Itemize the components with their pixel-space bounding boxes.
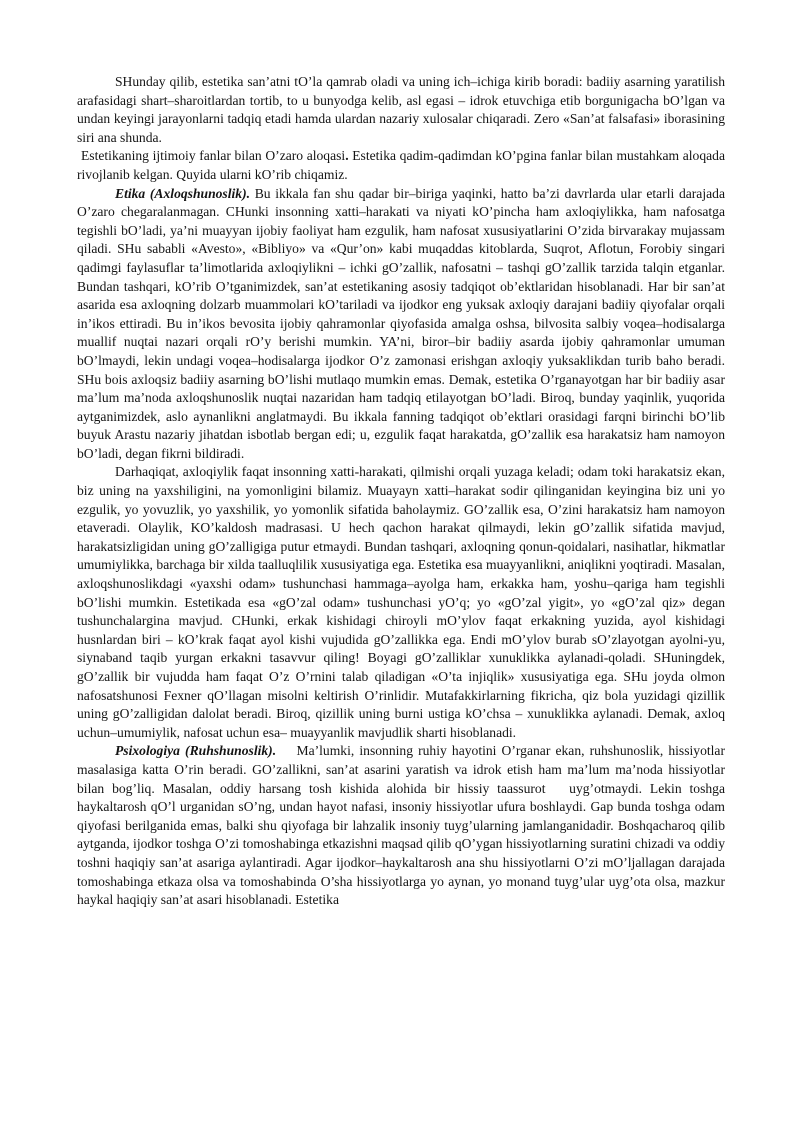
paragraph-ethics bbox=[77, 185, 725, 464]
psychology-heading: Psixologiya (Ruhshunoslik). bbox=[115, 743, 277, 759]
relations-text: Estetika qadim-qadimdan kO’pgina fanlar bilan mustahkam aloqada rivojlanib kelgan. Quyida ularni kO’rib chiqamiz. bbox=[77, 148, 725, 182]
document-page bbox=[77, 73, 729, 910]
ethics-text: Bu ikkala fan shu qadar bir–biriga yaqinki, hatto ba’zi davrlarda ular etarli darajada O’zaro chegaralanmagan. CHunki insonning xatti–harakati va niyati kO’pincha ham axloqiylikka, ham nafosatga tegishli bO’ladi, ya’ni muayyan ijobiy faoliyat ham ezgulik, ham nafosat xususiyatlarini O’zida birvarakay mujassam qiladi. SHu sababli «Avesto», «Bibliyo» va «Qur’on» kabi muqaddas kitoblarda, Suqrot, Aflotun, Forobiy singari qadimgi faylasuflar ta’limotlarida axloqiylikni – ichki gO’zallik, nafosatni – tashqi gO’zallik tarzida talqin etganlar. Bundan tashqari, kO’rib O’tganimizdek, san’at estetikaning asosiy tadqiqot ob’ektlaridan hisoblanadi. Har bir san’at asarida esa axloqning dolzarb muammolari kO’tariladi va ijodkor eng yuksak axloqiy darajani badiiy qiyofalar orqali in’ikos ettiradi. Bu in’ikos bevosita ijobiy qahramonlar qiyofasida amalga oshsa, bilvosita salbiy voqea–hodisalarga muallif nuqtai nazari orqali rO’y berishi mumkin. YA’ni, biror–bir badiiy asarda ijobiy qahramonlar umuman bO’lmaydi, lekin undagi voqea–hodisalarga ijodkor O’z zamonasi erishgan axloqiy yuksaklikdan turib baho beradi. SHu bois axloqsiz badiiy asarning bO’lishi mutlaqo mumkin emas. Demak, estetika O’rganayotgan har bir badiiy asar ma’lum ma’noda axloqshunoslik nuqtai nazaridan ham tadqiq etilayotgan bO’ladi. Biroq, bunday yaqinlik, yuqorida aytganimizdek, aslo aynanlikni anglatmaydi. Bu ikkala fanning tadqiqot ob’ektlari orasidagi farqni birinchi bO’lib buyuk Arastu nazariy jihatdan isbotlab bergan edi; u, ezgulik faqat harakatda, gO’zallik esa harakatsiz ham namoyon bO’ladi, degan fikrni bildiradi. bbox=[77, 185, 725, 461]
paragraph-relations bbox=[77, 147, 725, 184]
ethics-heading: Etika (Axloqshunoslik). bbox=[115, 185, 250, 201]
relations-lead: Estetikaning ijtimoiy fanlar bilan O’zaro aloqasi bbox=[81, 148, 346, 164]
relations-dot: . bbox=[345, 148, 349, 164]
psychology-text: Ma’lumki, insonning ruhiy hayotini O’rganar ekan, ruhshunoslik, hissiyotlar masalasiga katta O’rin beradi. GO’zallikni, san’at asarini yaratish va idrok etish ham ma’lum ma’noda hissiyotlar bilan bog’liq. Masalan, oddiy harsang tosh kishida alohida bir hissiy taassurot uyg’otmaydi. Lekin toshga haykaltarosh qO’l urganidan sO’ng, undan hayot nafasi, insoniy hissiyotlar ufura boshlaydi. Gap bunda toshga odam qiyofasi berilganida emas, balki shu qiyofaga bir lahzalik insoniy tuyg’ularning jamlanganidadir. Boshqacharoq qilib aytganda, ijodkor toshga O’zi tomoshabinga etkazishni maqsad qilib qO’ygan hissiyotlarning suratini chizadi va oddiy toshni haqiqiy san’at asariga aylantiradi. Agar ijodkor–haykaltarosh ana shu hissiyotlarni O’zi mO’ljallagan darajada tomoshabinga etkaza olsa va tomoshabinda O’sha hissiyotlarga yo aynan, yo monand tuyg’ular uyg’ota olsa, mazkur haykal haqiqiy san’at asari hisoblanadi. Estetika bbox=[77, 743, 729, 908]
paragraph-morality: Darhaqiqat, axloqiylik faqat insonning xatti-harakati, qilmishi orqali yuzaga keladi; odam toki harakatsiz ekan, biz uning na yaxshiligini, na yomonligini bilamiz. Muayayn xatti–harakat sodir qilinganidan keyingina biz uni yo ezgulik, yo yovuzlik, yo yaxshilik, yo yomonlik sifatida baholaymiz. GO’zallik esa, O’zini harakatsiz ham namoyon etaveradi. Olaylik, KO’kaldosh madrasasi. U hech qachon harakat qilmaydi, lekin gO’zallik sifatida mavjud, harakatsizligidan uning gO’zalligiga putur etmaydi. Bundan tashqari, axloqning qonun-qoidalari, nasihatlar, hikmatlar umumiylikka, barchaga bir xilda taalluqlilik xususiyatiga ega. Estetika esa muayyanlikni, aniqlikni yoqtiradi. Masalan, axloqshunoslikdagi «yaxshi odam» tushunchasi hammaga–ayolga ham, erkakka ham, yoshu–qariga ham tegishli bO’lishi mumkin. Estetikada esa «gO’zal odam» tushunchasi yO’q; yo «gO’zal yigit», yo «gO’zal qiz» degan tushunchalargina mavjud. CHunki, erkak kishidagi chiroyli mO’ylov faqat erkakning yuzida, ayol kishidagi husnlardan biri – kO’krak faqat ayol kishi vujudida gO’zallikka ega. Endi mO’ylov burab sO’zlayotgan ayolni-yu, siynaband taqib yurgan erkakni tasavvur qiling! Boyagi gO’zalliklar xunuklikka aylanadi-qoladi. SHuningdek, gO’zallik bir vujudda ham faqat O’z O’rnini talab qiladigan «O’ta injiqlik» xususiyatiga ega. SHu joyda olmon nafosatshunosi Fexner qO’llagan misolni keltirish O’rinlidir. Mutafakkirlarning fikricha, qiz bola yuzidagi qizillik uning gO’zalligidan dalolat beradi. Biroq, qizillik uning burni ustiga kO’chsa – xunuklikka aylanadi. Demak, axloq uchun–umumiylik, nafosat uchun esa– muayyanlik mavjudlik sharti hisoblanadi. bbox=[77, 464, 725, 740]
paragraph-psychology bbox=[77, 742, 729, 909]
paragraph-intro: SHunday qilib, estetika san’atni tO’la qamrab oladi va uning ich–ichiga kirib boradi: badiiy asarning yaratilish arafasidagi shart–sharoitlardan tortib, to u bunyodga kelib, asl egasi – idrok etuvchiga etib borgunigacha bO’lgan va undan keyingi jarayonlarni tadqiq etadi hamda ulardan nazariy xulosalar chiqaradi. Zero «San’at falsafasi» iborasining siri ana shunda. bbox=[77, 74, 725, 145]
